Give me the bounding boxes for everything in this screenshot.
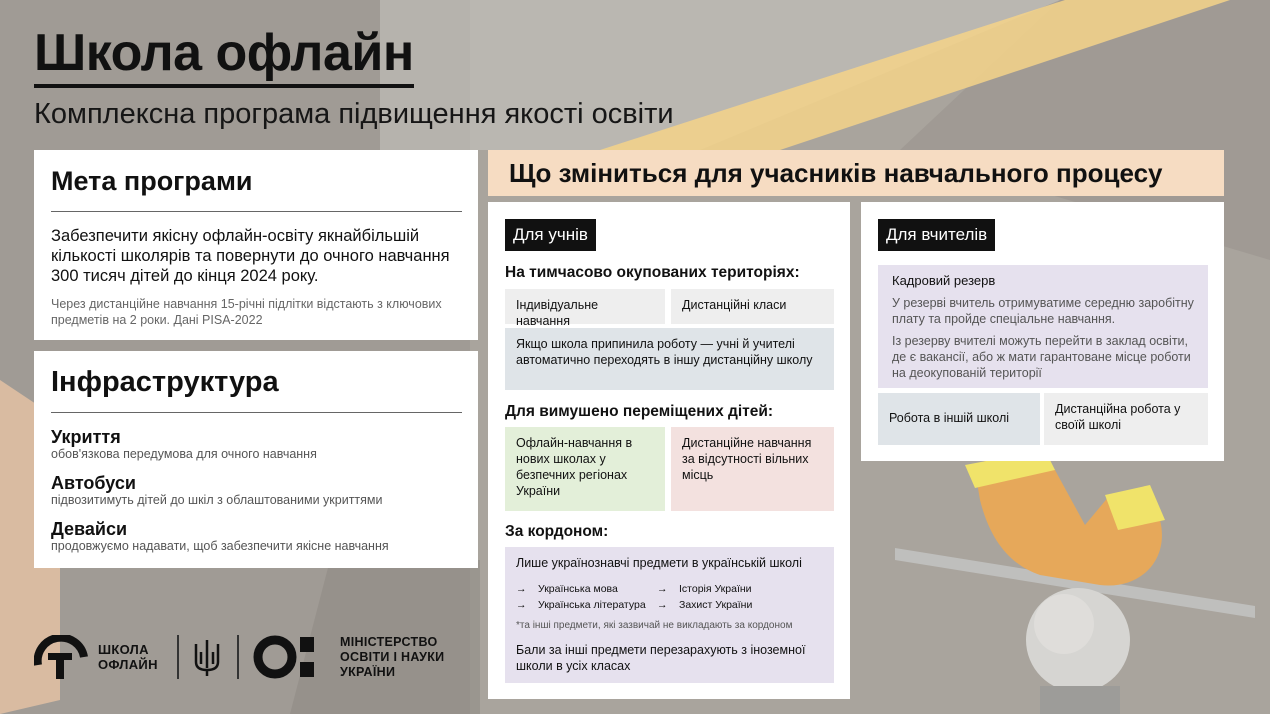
infra-item-title: Автобуси <box>51 473 136 493</box>
subject-item: → Українська мова <box>516 583 618 595</box>
infrastructure-card <box>34 351 478 568</box>
students-card <box>488 202 850 699</box>
infra-item-desc: підвозитимуть дітей до шкіл з облаштованими укриттями <box>51 493 383 507</box>
abroad-heading: За кордоном: <box>505 523 609 540</box>
abroad-outro: Бали за інші предмети перезарахують з іноземної школи в усіх класах <box>516 643 806 673</box>
displaced-heading: Для вимушено переміщених дітей: <box>505 403 774 420</box>
teachers-card <box>861 202 1224 461</box>
infra-item-desc: продовжуємо надавати, щоб забезпечити якісне навчання <box>51 539 389 553</box>
subject-item: → Захист України <box>657 599 753 611</box>
divider <box>51 211 462 212</box>
other-school-box: Робота в іншій школі <box>878 393 1040 445</box>
infrastructure-heading: Інфраструктура <box>51 366 279 398</box>
subject-item: → Українська література <box>516 599 646 611</box>
goal-note: Через дистанційне навчання 15-річні підлітки відстають з ключових предметів на 2 роки. Дані PISA-2022 <box>51 297 442 327</box>
subjects-col-1 <box>516 581 646 613</box>
students-tag: Для учнів <box>505 219 596 251</box>
abroad-box <box>505 547 834 683</box>
ministry-logo-icon <box>252 634 330 680</box>
reserve-text-2: Із резерву вчителі можуть перейти в заклад освіти, де є вакансії, або ж мати гарантоване місце роботи на деокупованій території <box>892 334 1191 380</box>
footer-logos <box>34 633 454 683</box>
infra-item-buses <box>51 473 383 508</box>
infra-item-title: Укриття <box>51 427 121 447</box>
remote-own-school-box: Дистанційна робота у своїй школі <box>1044 393 1208 445</box>
subject-item: → Історія України <box>657 583 752 595</box>
occupied-heading: На тимчасово окупованих територіях: <box>505 264 800 281</box>
divider <box>51 412 462 413</box>
trident-icon <box>192 638 222 678</box>
subjects-col-2 <box>657 581 752 613</box>
teachers-tag: Для вчителів <box>878 219 995 251</box>
goal-card <box>34 150 478 340</box>
infra-item-desc: обов'язкова передумова для очного навчання <box>51 447 317 461</box>
reserve-text-1: У резерві вчитель отримуватиме середню заробітну плату та пройде спеціальне навчання. <box>892 296 1194 326</box>
school-stopped-box: Якщо школа припинила роботу — учні й учителі автоматично переходять в іншу дистанційну школу <box>505 328 834 390</box>
goal-heading: Мета програми <box>51 166 253 196</box>
abroad-intro: Лише українознавчі предмети в українській школі <box>516 556 802 570</box>
school-offline-logo-text: ШКОЛА ОФЛАЙН <box>98 642 158 672</box>
changes-title: Що зміниться для учасників навчального процесу <box>488 150 1224 196</box>
infra-item-title: Девайси <box>51 519 128 539</box>
divider <box>237 635 239 679</box>
offline-new-schools-box: Офлайн-навчання в нових школах у безпечних регіонах України <box>505 427 665 511</box>
remote-no-places-box: Дистанційне навчання за відсутності вільних місць <box>671 427 834 511</box>
ministry-logo-text: МІНІСТЕРСТВО ОСВІТИ І НАУКИ УКРАЇНИ <box>340 635 445 679</box>
school-offline-logo-icon <box>34 635 90 681</box>
page-subtitle: Комплексна програма підвищення якості освіти <box>34 98 674 130</box>
divider <box>177 635 179 679</box>
page-title: Школа офлайн <box>34 22 414 88</box>
infra-item-shelter <box>51 427 317 462</box>
reserve-title: Кадровий резерв <box>892 273 996 288</box>
abroad-footnote: *та інші предмети, які зазвичай не викладають за кордоном <box>516 620 793 631</box>
reserve-box <box>878 265 1208 388</box>
remote-classes-box: Дистанційні класи <box>671 289 834 324</box>
individual-learning-box: Індивідуальне навчання <box>505 289 665 324</box>
goal-text: Забезпечити якісну офлайн-освіту якнайбільшій кількості школярів та повернути до очного навчання 300 тисяч дітей до кінця 2024 року. <box>51 227 450 285</box>
infra-item-devices <box>51 519 389 554</box>
